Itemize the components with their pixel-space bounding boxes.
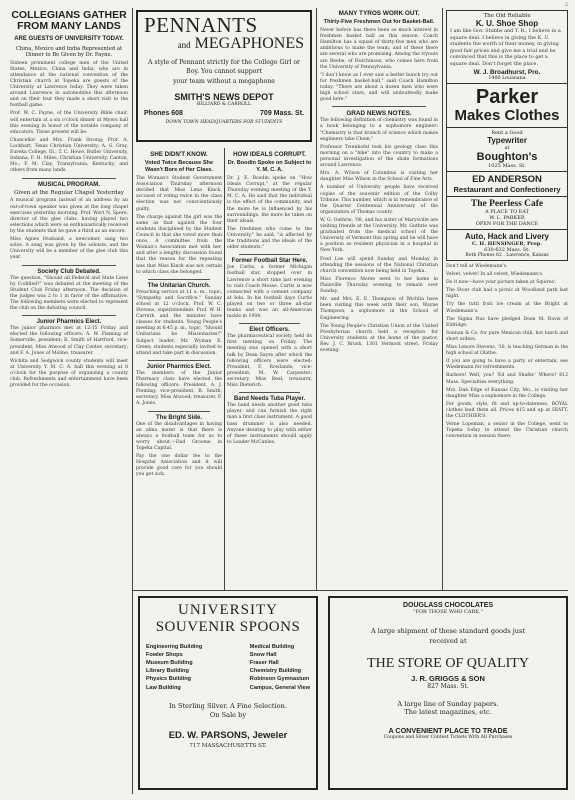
column-3: [320, 8, 438, 590]
article-paragraph: A number of University people have received copies of the souvenir edition of the Colby Tribune. This number, which is in remembrance of the Quarter Centennial Anniversary of the organization of Thomas county.: [320, 185, 438, 215]
douglass-name: DOUGLASS CHOCOLATES: [402, 602, 494, 609]
article-paragraph: W. G. Guthrie, '08, and his sister of Marysville are visiting friends at the University. Mr. Guthrie was graduated from the medical school of the University of Vermont this spring and he will have a position as resident physician in a hospital in New York.: [320, 217, 438, 254]
article-paragraph: Chancellor and Mrs. Frank Strong; Prof. A. Lockhart, Texas Christian University; A. G. Gray, Eureka College, Ill.; T. C. Howe, Butler University, Indiana; F. H. Miles, Christian University, Canton, Mo.; F. M. Clay, Transylvania, Kentucky; and others from many lands.: [10, 137, 128, 174]
local-item: Verne Lopeman, a senior in the College, went to Topeka today to attend the Christian church convention in session there.: [446, 422, 568, 440]
spoons-list-left: [146, 643, 202, 692]
article-paragraph: Preaching service at 11 a. m., topic, "Sympathy and Sacrifice." Sunday school at 12 o'clock. Prof. W. C. Stevens, superintendent. Prof. W. H. Carruth and the minister have classes for students. Young People's meeting at 6:45 p. m., topic, "Should Unitarians be Missionaries?" Subject leader, Mr. Wyman E. Green; students especially invited to attend and take part in discussion.: [136, 289, 222, 356]
typewriter-ad: [446, 128, 568, 172]
article-paragraph: "I don't know as I ever saw a better bunch try out for freshmen basket-ball," said Coach Hamilton today. "There are about a dozen men who were high school stars, and will undoubtedly make good here.": [320, 72, 438, 103]
separator: [148, 411, 210, 412]
ad-title-megaphones: MEGAPHONES: [194, 35, 304, 52]
article-paragraph: Dr. J. E. Boodin spoke on "How Ideals Corrupt," at the regular Thursday evening meeting of the Y. M. C. A. He said that the individual is the effect of the community, and the more he is influenced by his surroundings, the more he takes on their ideals.: [227, 175, 312, 224]
football-head: Former Football Star Here.: [231, 258, 308, 265]
band-head: Band Needs Tuba Player.: [233, 396, 306, 403]
musical-program-head: MUSICAL PROGRAM.: [38, 181, 100, 188]
separator: [239, 323, 300, 324]
store-of-quality: THE STORE OF QUALITY: [367, 656, 529, 672]
bottom-rule: [132, 590, 568, 591]
musical-program-sub: Given at the Regular Chapel Yesterday: [13, 189, 125, 196]
article-paragraph: Prof. W. C. Payne, of the University Bible chair, will entertain at a six o'clock dinner at Myers hall this evening in honor of the notable company of educators. Those present will be:: [10, 111, 128, 135]
livery-owner: C. H. HENSINGER, Prop.: [472, 240, 542, 247]
spoon-item: Fraser Hall: [249, 660, 279, 667]
local-item: The Sigma Nus have pledged Dean M. Davis of Eldridge.: [446, 316, 568, 328]
local-item: If you are going to have a party or entertain, see Wiedemann for refreshments.: [446, 359, 568, 371]
article-paragraph: The freshmen who come to the University," he said, "is affected by the traditions and the ideals of the older students.": [227, 226, 312, 251]
coupon-line: Coupons and Silver Contest Tickets With All Purchases: [383, 735, 513, 741]
peerless-name: The Peerless Cafe: [470, 198, 544, 209]
peerless-owner: W. L. PARKER: [489, 214, 525, 221]
local-item: Don't tell at Wiedemann's.: [446, 263, 508, 269]
column-rule: [132, 8, 133, 590]
local-item: The Stout club had a picnic at Woodland park last night.: [446, 288, 568, 300]
douglass-chocolates-ad: [328, 596, 568, 790]
she-didnt-know-sub: Voted Twice Because She Wasn't Bore of Her Class.: [144, 160, 214, 173]
ad-title-pennants: PENNANTS: [144, 13, 258, 37]
peerless-sub: A PLACE TO EAT: [485, 208, 529, 215]
parker-slogan: Makes Clothes: [454, 107, 560, 125]
column-1: [10, 8, 128, 794]
ad-address: 709 Mass. St.: [260, 109, 304, 117]
shoe-top: The Old Reliable: [483, 13, 531, 19]
tyros-head: MANY TYROS WORK OUT.: [338, 10, 420, 17]
boughton-address: 1025 Mass. St.: [488, 162, 526, 169]
article-paragraph: Miss Florence Morse went to her home in Plainville Thursday evening to remain over Sunday.: [320, 276, 438, 295]
shipment-text: A large shipment of these standard goods just received at: [370, 627, 526, 645]
boughton-name: Boughton's: [476, 150, 538, 163]
article-paragraph: The band needs another good tuba player, and can furnish the right man a first class instrument. A good bass drummer is also needed. Anyone desiring to play with either of these instruments should apply to Leader McCanles.: [227, 403, 312, 445]
livery-address: 630-632 Mass. St.: [484, 246, 530, 253]
rent-line: Rent a Good: [491, 129, 523, 136]
unitarian-head: The Unitarian Church.: [147, 282, 211, 289]
shoe-shop-ad: [446, 10, 568, 84]
spoon-item: Chemistry Building: [249, 668, 302, 675]
local-item: Velvet, velvet! In all velvet, Wiedemann's.: [446, 271, 544, 277]
ad-title-line: [144, 36, 304, 52]
column-2a: [136, 148, 222, 481]
ideals-sub: Dr. Boodin Spoke on Subject to Y. M. C. A.: [227, 160, 312, 173]
parsons-address: 717 MASSACHUSETTS ST.: [189, 743, 267, 750]
ad-title-and: and: [177, 40, 191, 50]
subhead-guests: ARE GUESTS OF UNIVERSITY TODAY.: [14, 36, 124, 43]
spoon-item: Robinson Gymnasium: [249, 676, 310, 683]
sunday-papers: A large line of Sunday papers.: [397, 700, 499, 709]
local-item: Do it now—have your picture taken at Squires'.: [446, 280, 557, 286]
elect-officers-head: Elect Officers.: [249, 327, 290, 334]
parker-name: Parker: [475, 86, 539, 109]
spoon-item: Engineering Building: [146, 644, 203, 650]
spoon-item: Snow Hall: [249, 652, 277, 659]
subhead-china: China, Mexico and India Represented at Dinner to Be Given by Dr. Payne.: [15, 45, 123, 59]
tyros-sub: Thirty-Five Freshmen Out for Basket-Ball.: [323, 19, 435, 25]
separator: [239, 392, 300, 393]
ad-phone: Phones 608: [144, 109, 183, 117]
pennants-ad: [136, 10, 312, 142]
latest-magazines: The latest magazines, etc.: [404, 708, 492, 717]
restaurant-label: Restaurant and Confectionery: [453, 184, 561, 194]
article-paragraph: Mr. and Mrs. E. E. Thompson of Wichita have been visiting this week with their son, Wayne Thompson, a sophomore in the School of Engineering.: [320, 297, 438, 321]
spoons-title: SOUVENIR SPOONS: [155, 618, 301, 635]
headline-collegians: COLLEGIANS GATHER FROM MANY LANDS: [11, 9, 127, 33]
column-rule: [442, 8, 443, 590]
article-paragraph: The junior pharmics met at 12:15 Friday and elected the following officers: A. W. Fleming of Somerville, president; R. Smith of Hartford, vice-president; Miss Atwood of Clay Center, secretary; and F. A. Jones of Moline, treasurer.: [10, 326, 128, 356]
article-paragraph: Pay the one dollar fee to the Hospital Association and it will provide good care for you should you get sick.: [136, 454, 222, 478]
livery-phone: Both Phones 62 . Lawrence, Kansas: [465, 252, 549, 258]
parsons-name: ED. W. PARSONS, Jeweler: [168, 730, 288, 742]
article-paragraph: The members of the Junior Pharmacy class have elected the following officers: President, A. J. Fleming; vice-president, R. Smith; secretary, Miss Atwood; treasurer, F. A. Jones.: [136, 370, 222, 407]
local-item: Mrs. Dan Edge of Kansas City, Mo., is visiting her daughter Miss a sophomore in the College.: [446, 387, 568, 399]
article-paragraph: Mrs. A. Wilson of Columbus is visiting her daughter Miss Wilson in the School of Fine Arts.: [320, 171, 438, 183]
article-paragraph: The Young People's Christian Union of the United Presbyterian church held a reception for University students at the home of the pastor, Rev. J. C. Brush, 1301 Vermont street, Friday evening.: [320, 323, 438, 354]
spoon-item: Library Building: [146, 668, 189, 675]
column-4: [446, 8, 568, 590]
livery-name: Auto, Hack and Livery: [464, 231, 550, 241]
article-paragraph: A musical program instead of an address by an out-of-town speaker was given at the long chapel exercises yesterday morning. Prof. Wort N. Spore, director of the glee clubs, having played two selections which were so enthusiastically received by the students that he gave a third as an encore.: [10, 198, 128, 235]
junior-pharmics-head: Junior Pharmics Elect.: [36, 319, 102, 326]
spoon-item: Museum Building: [146, 660, 193, 667]
spoon-item: Medical Building: [249, 644, 295, 650]
parker-ad: [446, 84, 568, 128]
article-paragraph: The question, "Should all Federal and State Laws by Codified?" was debated at the meeting of the Student Club Friday afternoon. The decision of the judges was 2 to 1 in favor of the affirmative. The following members were elected to represent the club on the debating council.: [10, 275, 128, 312]
at-word: at: [504, 144, 510, 151]
spoons-building-list: [146, 643, 310, 692]
ad-tagline-1: A style of Pennant strictly for the College Girl or Boy. You cannot support: [147, 59, 301, 76]
column-2: [136, 8, 312, 590]
spoon-item: Law Building: [146, 684, 181, 691]
society-club-head: Society Club Debated.: [37, 268, 101, 275]
anderson-ad: [446, 172, 568, 197]
typewriter-word: Typewriter: [487, 135, 527, 145]
newspaper-page: [10, 2, 568, 794]
separator: [22, 265, 116, 266]
ideals-head: HOW IDEALS CORRUPT.: [233, 151, 306, 158]
article-paragraph: Fred Lee will spend Sunday and Monday in attending the sessions of the National Christian church convention now being held in Topeka.: [320, 256, 438, 274]
local-item: Try the tutti fruti ice cream at the Bright at Wiedemann's.: [446, 302, 568, 314]
douglass-sub: "FOR THOSE WHO CARE.": [413, 609, 483, 615]
spoons-list-right: [250, 643, 310, 692]
article-paragraph: Miss Agnes Husband, a newcomer, sang two solos. A song was given by the soloists, and the University will be a member of the glee club this year.: [10, 237, 128, 261]
separator: [148, 279, 210, 280]
article-paragraph: One of the disadvantages in having an alma mater is that there is always a football team for us to worry about.—Dad Groome in Topeka Capital.: [136, 421, 222, 452]
article-paragraph: Sixteen prominent college men of the United States, Mexico, China and India, who are in attendance at the national convention of the Christian church at Topeka are guests of the University at Lawrence today. They were taken around Lawrence in automobiles this afternoon and on their tour they made a short visit to the football game.: [10, 60, 128, 109]
local-item: Miss Lenore Stevens, '10, is teaching German in the high school at Olathe.: [446, 345, 568, 357]
article-paragraph: Wichita and Sedgwick county students will meet at University Y. M. C. A. hall this evening at 8 o'clock for the purpose of organizing a county club. Refreshments and entertainment have been provided for the occasion.: [10, 358, 128, 389]
anderson-name: ED ANDERSON: [472, 173, 542, 185]
separator: [332, 106, 426, 107]
local-item: Barbers! Well, you? 'Ed and Shafer.' Where? 812 Mass. Specialties everything.: [446, 373, 568, 385]
column-2b: [227, 148, 312, 448]
livery-ad: [446, 230, 568, 261]
peerless-ad: [446, 197, 568, 230]
ad-tagline-2: your team without a megaphone: [173, 77, 275, 85]
pharmic-head: Junior Pharmics Elect.: [146, 363, 212, 370]
article-paragraph: Never before has there been so much interest in freshmen basket ball as this season. Coach Hamilton has a squad of thirty-five men who are ambitious to make the team, and of these there are several who are promising. Among the tryouts are Beebe, of Hutchinson, who comes here from the University of Pennsylvania.: [320, 27, 438, 70]
ad-store-name: SMITH'S NEWS DEPOT: [174, 91, 274, 102]
article-paragraph: The charge against the girl was the same as that against the four students disciplined by the Student Council in that she voted more than once. A committee from the Woman's Association met with her, and after a lengthy discussion found that the reason for the repeating was that Miss Kinck was not certain to which class she belonged.: [136, 214, 222, 275]
ad-footer: DOWN TOWN HEADQUARTERS FOR STUDENTS: [165, 119, 283, 125]
local-item: Sonnan & Co. for pure Mexican chili, hot lunch and short orders.: [446, 330, 568, 342]
spoon-item: Fowler Shops: [146, 652, 183, 659]
shoe-title: K. U. Shoe Shop: [475, 19, 539, 28]
column-rule: [132, 590, 133, 794]
ad-store-sub: BILLIARD & CARROLL: [196, 101, 252, 107]
separator: [148, 360, 210, 361]
bright-side-head: The Bright Side.: [155, 414, 202, 421]
souvenir-spoons-ad: [138, 596, 318, 790]
grad-news-head: GRAD NEWS NOTES.: [346, 110, 412, 118]
shoe-address: 1400 Louisiana: [488, 76, 526, 82]
article-paragraph: Professor Twenhofel took his geology class this morning on a "hike" into the country to make a personal investigation of the shale formations around Lawrence.: [320, 144, 438, 169]
article-paragraph: Joe Curtis, a former Michigan football star, stopped over in Lawrence a short time last evening to visit Coach Mosse. Curtis is now connected with a cement company at Iola. In his football days Curtis played on two or three all-star teams and was an all-American tackle in 1904.: [227, 265, 312, 320]
page-number: 2: [564, 2, 568, 8]
she-didnt-know-head: SHE DIDN'T KNOW.: [150, 151, 208, 158]
local-items: [446, 264, 568, 441]
separator: [22, 178, 116, 179]
separator: [22, 315, 116, 316]
spoon-item: Campus, General View: [249, 684, 310, 691]
shoe-owner: W. J. Broadhurst, Pro.: [473, 69, 541, 77]
peerless-hours: OPEN FOR THE DANCE: [475, 220, 539, 227]
spoons-university: UNIVERSITY: [178, 602, 278, 618]
column-rule: [224, 148, 225, 590]
article-paragraph: The pharmaceutical society held its first meeting on Friday. The meeting was opened with a short talk by Dean Sayre after which the following officers were elected: President, F. Rowlands; vice-president, M. W. Carpenter; secretary, Miss Beal; treasurer, Miss Dieterich.: [227, 334, 312, 389]
column-rule: [316, 8, 317, 590]
article-paragraph: The following definition of chemistry was found in a book belonging to a sophomore engineer: "Chemistry is that branch of science which makes engineers take Chem.": [320, 118, 438, 142]
griggs-address: 827 Mass. St.: [427, 683, 469, 691]
local-item: For goods, style, fit and up-to-dateness, ROYAL clothes lead them all. Prices $15 and up at HIATT, the CLOTHIER'S.: [446, 401, 568, 420]
ad-contact-row: [144, 110, 304, 117]
shoe-text: I am like Gov. Stubbs and T. R., I believe in a square deal. I believe in giving the K. U. students the worth of their money, in giving good fair prices and give me a trial and be convinced that this is the place to get a square deal. Don't forget the place.: [450, 28, 561, 67]
griggs-name: J. R. GRIGGS & SON: [411, 674, 485, 684]
convenient-place: A CONVENIENT PLACE TO TRADE: [388, 726, 508, 736]
article-paragraph: The Woman's Student Government Association Thursday afternoon decided that Miss Lena Kinck, accused of voting twice in the class election was not conscientiously guilty.: [136, 175, 222, 212]
separator: [239, 254, 300, 255]
spoon-item: Physics Building: [146, 676, 192, 683]
spoons-silver: In Sterling Silver. A Fine Selection. On Sale by: [169, 701, 287, 719]
